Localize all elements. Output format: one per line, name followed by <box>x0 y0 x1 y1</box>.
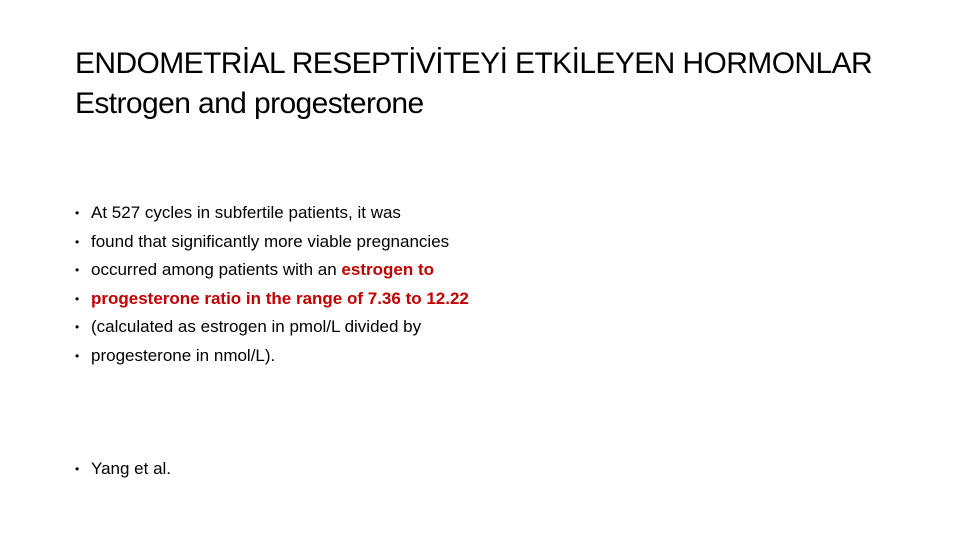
bullet-item <box>75 199 595 228</box>
title-line-2: Estrogen and progesterone <box>75 87 424 120</box>
bullet-icon: • <box>75 348 80 363</box>
bullet-item <box>75 342 595 371</box>
bullet-icon: • <box>75 234 80 249</box>
bullet-icon: • <box>75 320 80 334</box>
citation-list <box>75 455 171 484</box>
bullet-icon: • <box>75 291 80 306</box>
citation-item <box>75 455 171 484</box>
bullet-text: occurred among patients with an <box>91 260 342 279</box>
bullet-item <box>75 256 595 285</box>
bullet-item <box>75 285 595 314</box>
bullet-icon: • <box>75 263 80 277</box>
bullet-text: (calculated as estrogen in pmol/L divided by <box>91 317 422 336</box>
bullet-text: found that significantly more viable pregnancies <box>91 231 450 251</box>
bullet-icon: • <box>75 462 80 476</box>
citation-text: Yang et al. <box>91 459 172 478</box>
title-line-1: ENDOMETRİAL RESEPTİVİTEYİ ETKİLEYEN HORMONLAR <box>75 47 873 80</box>
highlighted-text: estrogen to <box>341 260 434 279</box>
bullet-item <box>75 228 595 257</box>
bullet-icon: • <box>75 206 80 220</box>
bullet-list <box>75 199 595 370</box>
bullet-text: progesterone in nmol/L). <box>91 345 276 365</box>
bullet-text: At 527 cycles in subfertile patients, it was <box>91 203 401 222</box>
highlighted-text: progesterone ratio in the range of 7.36 to 12.22 <box>91 288 469 308</box>
bullet-item <box>75 313 595 342</box>
slide-title <box>75 44 935 124</box>
